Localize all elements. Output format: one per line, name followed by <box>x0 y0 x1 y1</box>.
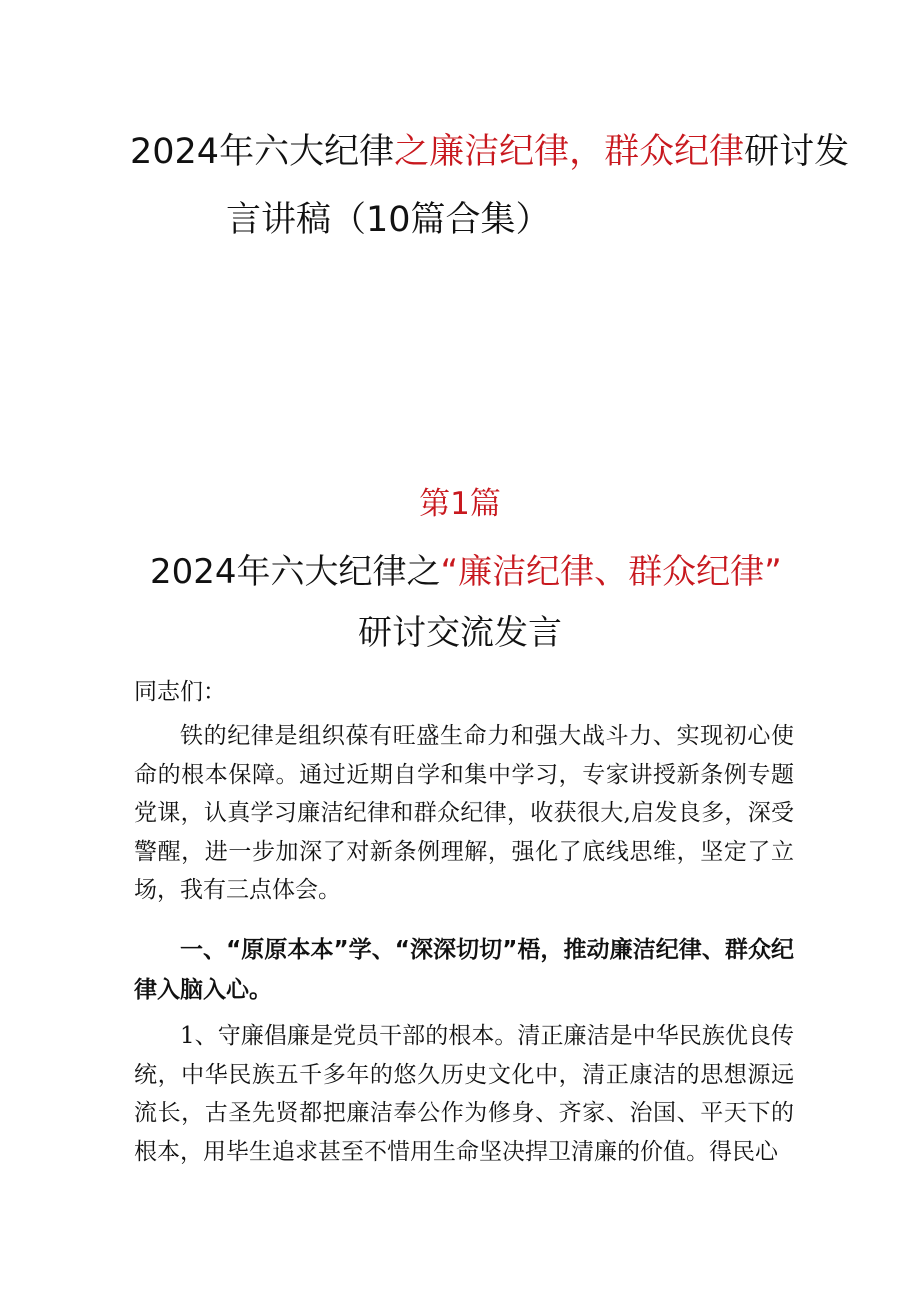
chapter-title-segment-black: 2024年六大纪律之 <box>150 552 441 592</box>
chapter-label: 第1篇 <box>419 486 501 522</box>
document-title-segment-black: 2024年六大纪律 <box>130 132 395 172</box>
document-title-line-2: 言讲稿（10篇合集） <box>226 200 551 240</box>
chapter-title-line-1 <box>150 549 782 595</box>
chapter-title-segment-red: “廉洁纪律、群众纪律” <box>440 552 782 592</box>
document-title-line-1 <box>130 128 850 176</box>
salutation: 同志们： <box>134 679 226 705</box>
paragraph-1: 铁的纪律是组织葆有旺盛生命力和强大战斗力、实现初心使命的根本保障。通过近期自学和集中学习，专家讲授新条例专题党课，认真学习廉洁纪律和群众纪律，收获很大,启发良多，深受警醒，进一步加深了对新条例理解，强化了底线思维，坚定了立场，我有三点体会。 <box>134 723 794 903</box>
paragraph-2: 1、守廉倡廉是党员干部的根本。清正廉洁是中华民族优良传统，中华民族五千多年的悠久历史文化中，清正康洁的思想源远流长，古圣先贤都把廉洁奉公作为修身、齐家、治国、平天下的根本，用毕生追求甚至不惜用生命坚决捍卫清廉的价值。得民心 <box>134 1023 794 1165</box>
chapter-title-line-2: 研讨交流发言 <box>358 613 562 653</box>
section-heading-1: 一、“原原本本”学、“深深切切”梧，推动廉洁纪律、群众纪律入脑入心。 <box>134 937 794 1003</box>
document-title-segment-red: 之廉洁纪律，群众纪律 <box>394 132 745 172</box>
document-title-segment-black-end: 研讨发 <box>744 132 850 172</box>
